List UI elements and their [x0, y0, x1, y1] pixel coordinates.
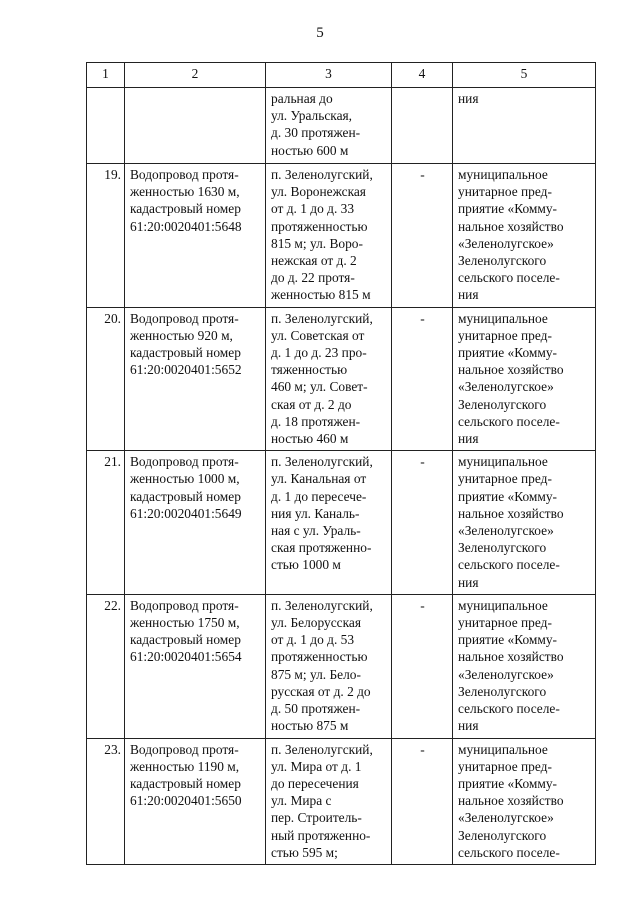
object-location: ральная до ул. Уральская, д. 30 протяжен- ностью 600 м: [266, 88, 392, 164]
owner-name: ния: [453, 88, 596, 164]
table-row: [87, 594, 596, 738]
row-number: 22.: [87, 594, 125, 738]
header-cell-3: 3: [266, 63, 392, 88]
row-number: 20.: [87, 307, 125, 451]
table-header-row: [87, 63, 596, 88]
row-number: 19.: [87, 164, 125, 308]
object-name: Водопровод протя- женностью 1630 м, кадастровый номер 61:20:0020401:5648: [125, 164, 266, 308]
header-cell-5: 5: [453, 63, 596, 88]
owner-name: муниципальное унитарное пред- приятие «Комму- нальное хозяйство «Зеленолугское» Зеленолугского сельского поселе-: [453, 738, 596, 864]
owner-name: муниципальное унитарное пред- приятие «Комму- нальное хозяйство «Зеленолугское» Зеленолугского сельского поселе- ния: [453, 307, 596, 451]
row-number: 23.: [87, 738, 125, 864]
owner-name: муниципальное унитарное пред- приятие «Комму- нальное хозяйство «Зеленолугское» Зеленолугского сельского поселе- ния: [453, 164, 596, 308]
object-name: [125, 88, 266, 164]
header-cell-2: 2: [125, 63, 266, 88]
object-location: п. Зеленолугский, ул. Воронежская от д. 1 до д. 33 протяженностью 815 м; ул. Воро- нежская от д. 2 до д. 22 протя- женностью 815 м: [266, 164, 392, 308]
property-table: [86, 62, 596, 865]
table-row: [87, 307, 596, 451]
table-row: [87, 88, 596, 164]
table-row: [87, 164, 596, 308]
row-number: [87, 88, 125, 164]
owner-name: муниципальное унитарное пред- приятие «Комму- нальное хозяйство «Зеленолугское» Зеленолугского сельского поселе- ния: [453, 594, 596, 738]
column-4-value: [392, 88, 453, 164]
object-location: п. Зеленолугский, ул. Канальная от д. 1 до пересече- ния ул. Каналь- ная с ул. Ураль- ская протяженно- стью 1000 м: [266, 451, 392, 595]
header-cell-1: 1: [87, 63, 125, 88]
column-4-value: -: [392, 451, 453, 595]
object-name: Водопровод протя- женностью 1750 м, кадастровый номер 61:20:0020401:5654: [125, 594, 266, 738]
column-4-value: -: [392, 307, 453, 451]
column-4-value: -: [392, 738, 453, 864]
table-row: [87, 738, 596, 864]
object-name: Водопровод протя- женностью 920 м, кадастровый номер 61:20:0020401:5652: [125, 307, 266, 451]
page-number: 5: [316, 25, 324, 41]
object-location: п. Зеленолугский, ул. Советская от д. 1 до д. 23 про- тяженностью 460 м; ул. Совет- ская от д. 2 до д. 18 протяжен- ностью 460 м: [266, 307, 392, 451]
object-name: Водопровод протя- женностью 1190 м, кадастровый номер 61:20:0020401:5650: [125, 738, 266, 864]
table-row: [87, 451, 596, 595]
header-cell-4: 4: [392, 63, 453, 88]
owner-name: муниципальное унитарное пред- приятие «Комму- нальное хозяйство «Зеленолугское» Зеленолугского сельского поселе- ния: [453, 451, 596, 595]
row-number: 21.: [87, 451, 125, 595]
column-4-value: -: [392, 594, 453, 738]
object-name: Водопровод протя- женностью 1000 м, кадастровый номер 61:20:0020401:5649: [125, 451, 266, 595]
column-4-value: -: [392, 164, 453, 308]
object-location: п. Зеленолугский, ул. Мира от д. 1 до пересечения ул. Мира с пер. Строитель- ный протяженно- стью 595 м;: [266, 738, 392, 864]
object-location: п. Зеленолугский, ул. Белорусская от д. 1 до д. 53 протяженностью 875 м; ул. Бело- русская от д. 2 до д. 50 протяжен- ностью 875 м: [266, 594, 392, 738]
